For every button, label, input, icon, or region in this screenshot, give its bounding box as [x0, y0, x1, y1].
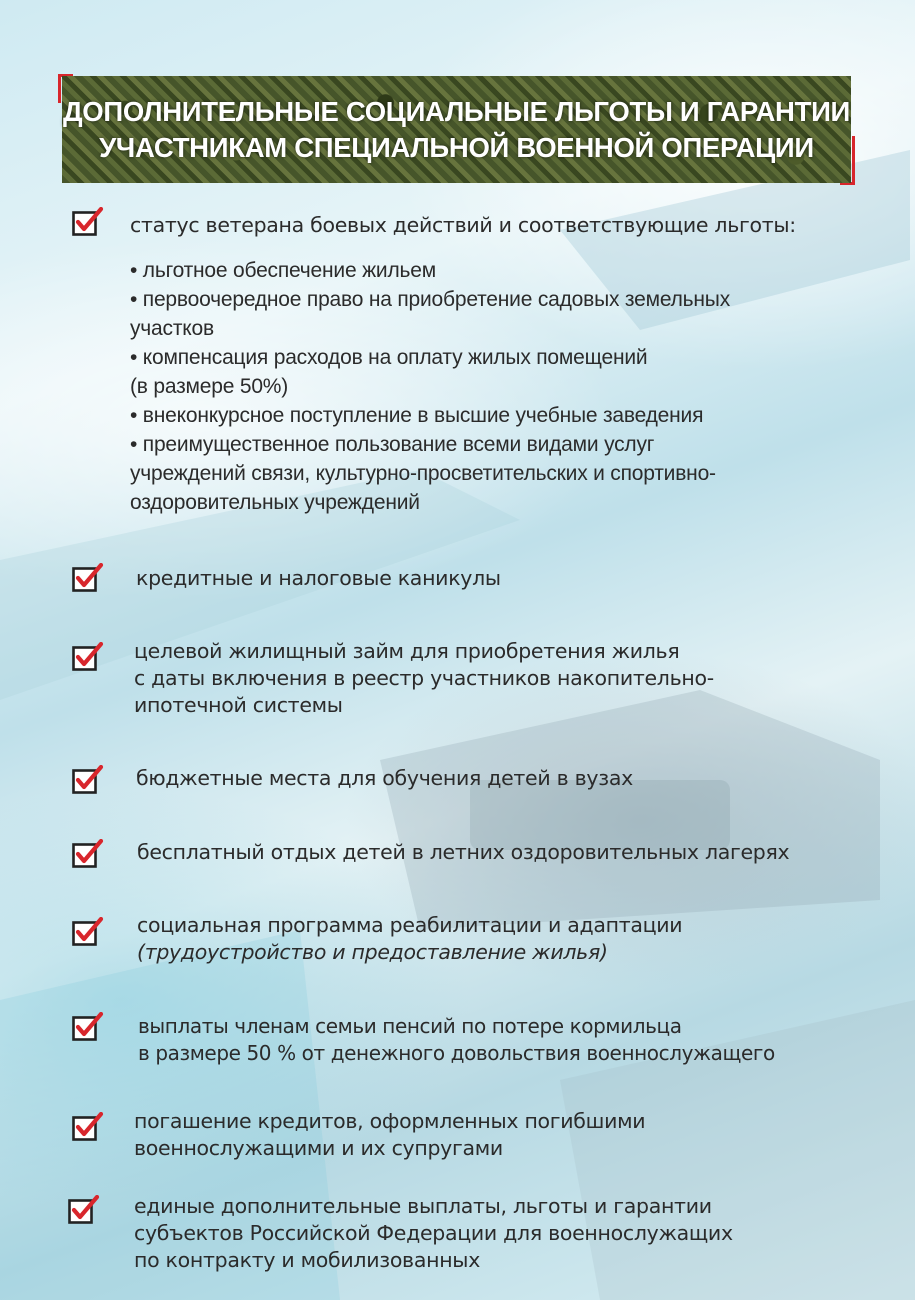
checkbox-checked-icon [68, 1195, 100, 1225]
checkbox-checked-icon [72, 563, 104, 593]
list-item: статус ветерана боевых действий и соответствующие льготы: [130, 213, 796, 237]
checkbox-checked-icon [72, 765, 104, 795]
checkbox-checked-icon [72, 207, 104, 237]
checkbox-checked-icon [72, 1112, 104, 1142]
checkbox-checked-icon [72, 642, 104, 672]
list-item: социальная программа реабилитации и адаптации (трудоустройство и предоставление жилья) [137, 913, 683, 964]
list-item: выплаты членам семьи пенсий по потере кормильца в размере 50 % от денежного довольствия военнослужащего [138, 1014, 775, 1065]
list-item: погашение кредитов, оформленных погибшими военнослужащими и их супругами [134, 1109, 646, 1160]
checkbox-checked-icon [72, 839, 104, 869]
list-item: кредитные и налоговые каникулы [136, 566, 501, 590]
checkbox-checked-icon [72, 1012, 104, 1042]
list-item: единые дополнительные выплаты, льготы и гарантии субъектов Российской Федерации для военнослужащих по контракту и мобилизованных [134, 1194, 733, 1272]
title-banner [58, 74, 855, 185]
checkbox-checked-icon [72, 917, 104, 947]
list-item: бесплатный отдых детей в летних оздоровительных лагерях [137, 840, 790, 864]
list-item: бюджетные места для обучения детей в вузах [136, 766, 633, 790]
list-item: целевой жилищный займ для приобретения жилья с даты включения в реестр участников накопительно- ипотечной системы [134, 639, 714, 717]
veteran-benefits-sublist: • льготное обеспечение жильем • первоочередное право на приобретение садовых земельных участков • компенсация расходов на оплату жилых помещений (в размере 50%) • внеконкурсное поступление в высшие учебные заведения • преимущественное пользование всеми видами услуг учреждений связи, культурно-просветительских и спортивно- оздоровительных учреждений [130, 259, 730, 514]
page-title-line-1: ДОПОЛНИТЕЛЬНЫЕ СОЦИАЛЬНЫЕ ЛЬГОТЫ И ГАРАНТИИ [62, 95, 851, 127]
title-band-camo [62, 76, 851, 183]
page-title-line-2: УЧАСТНИКАМ СПЕЦИАЛЬНОЙ ВОЕННОЙ ОПЕРАЦИИ [99, 131, 814, 163]
